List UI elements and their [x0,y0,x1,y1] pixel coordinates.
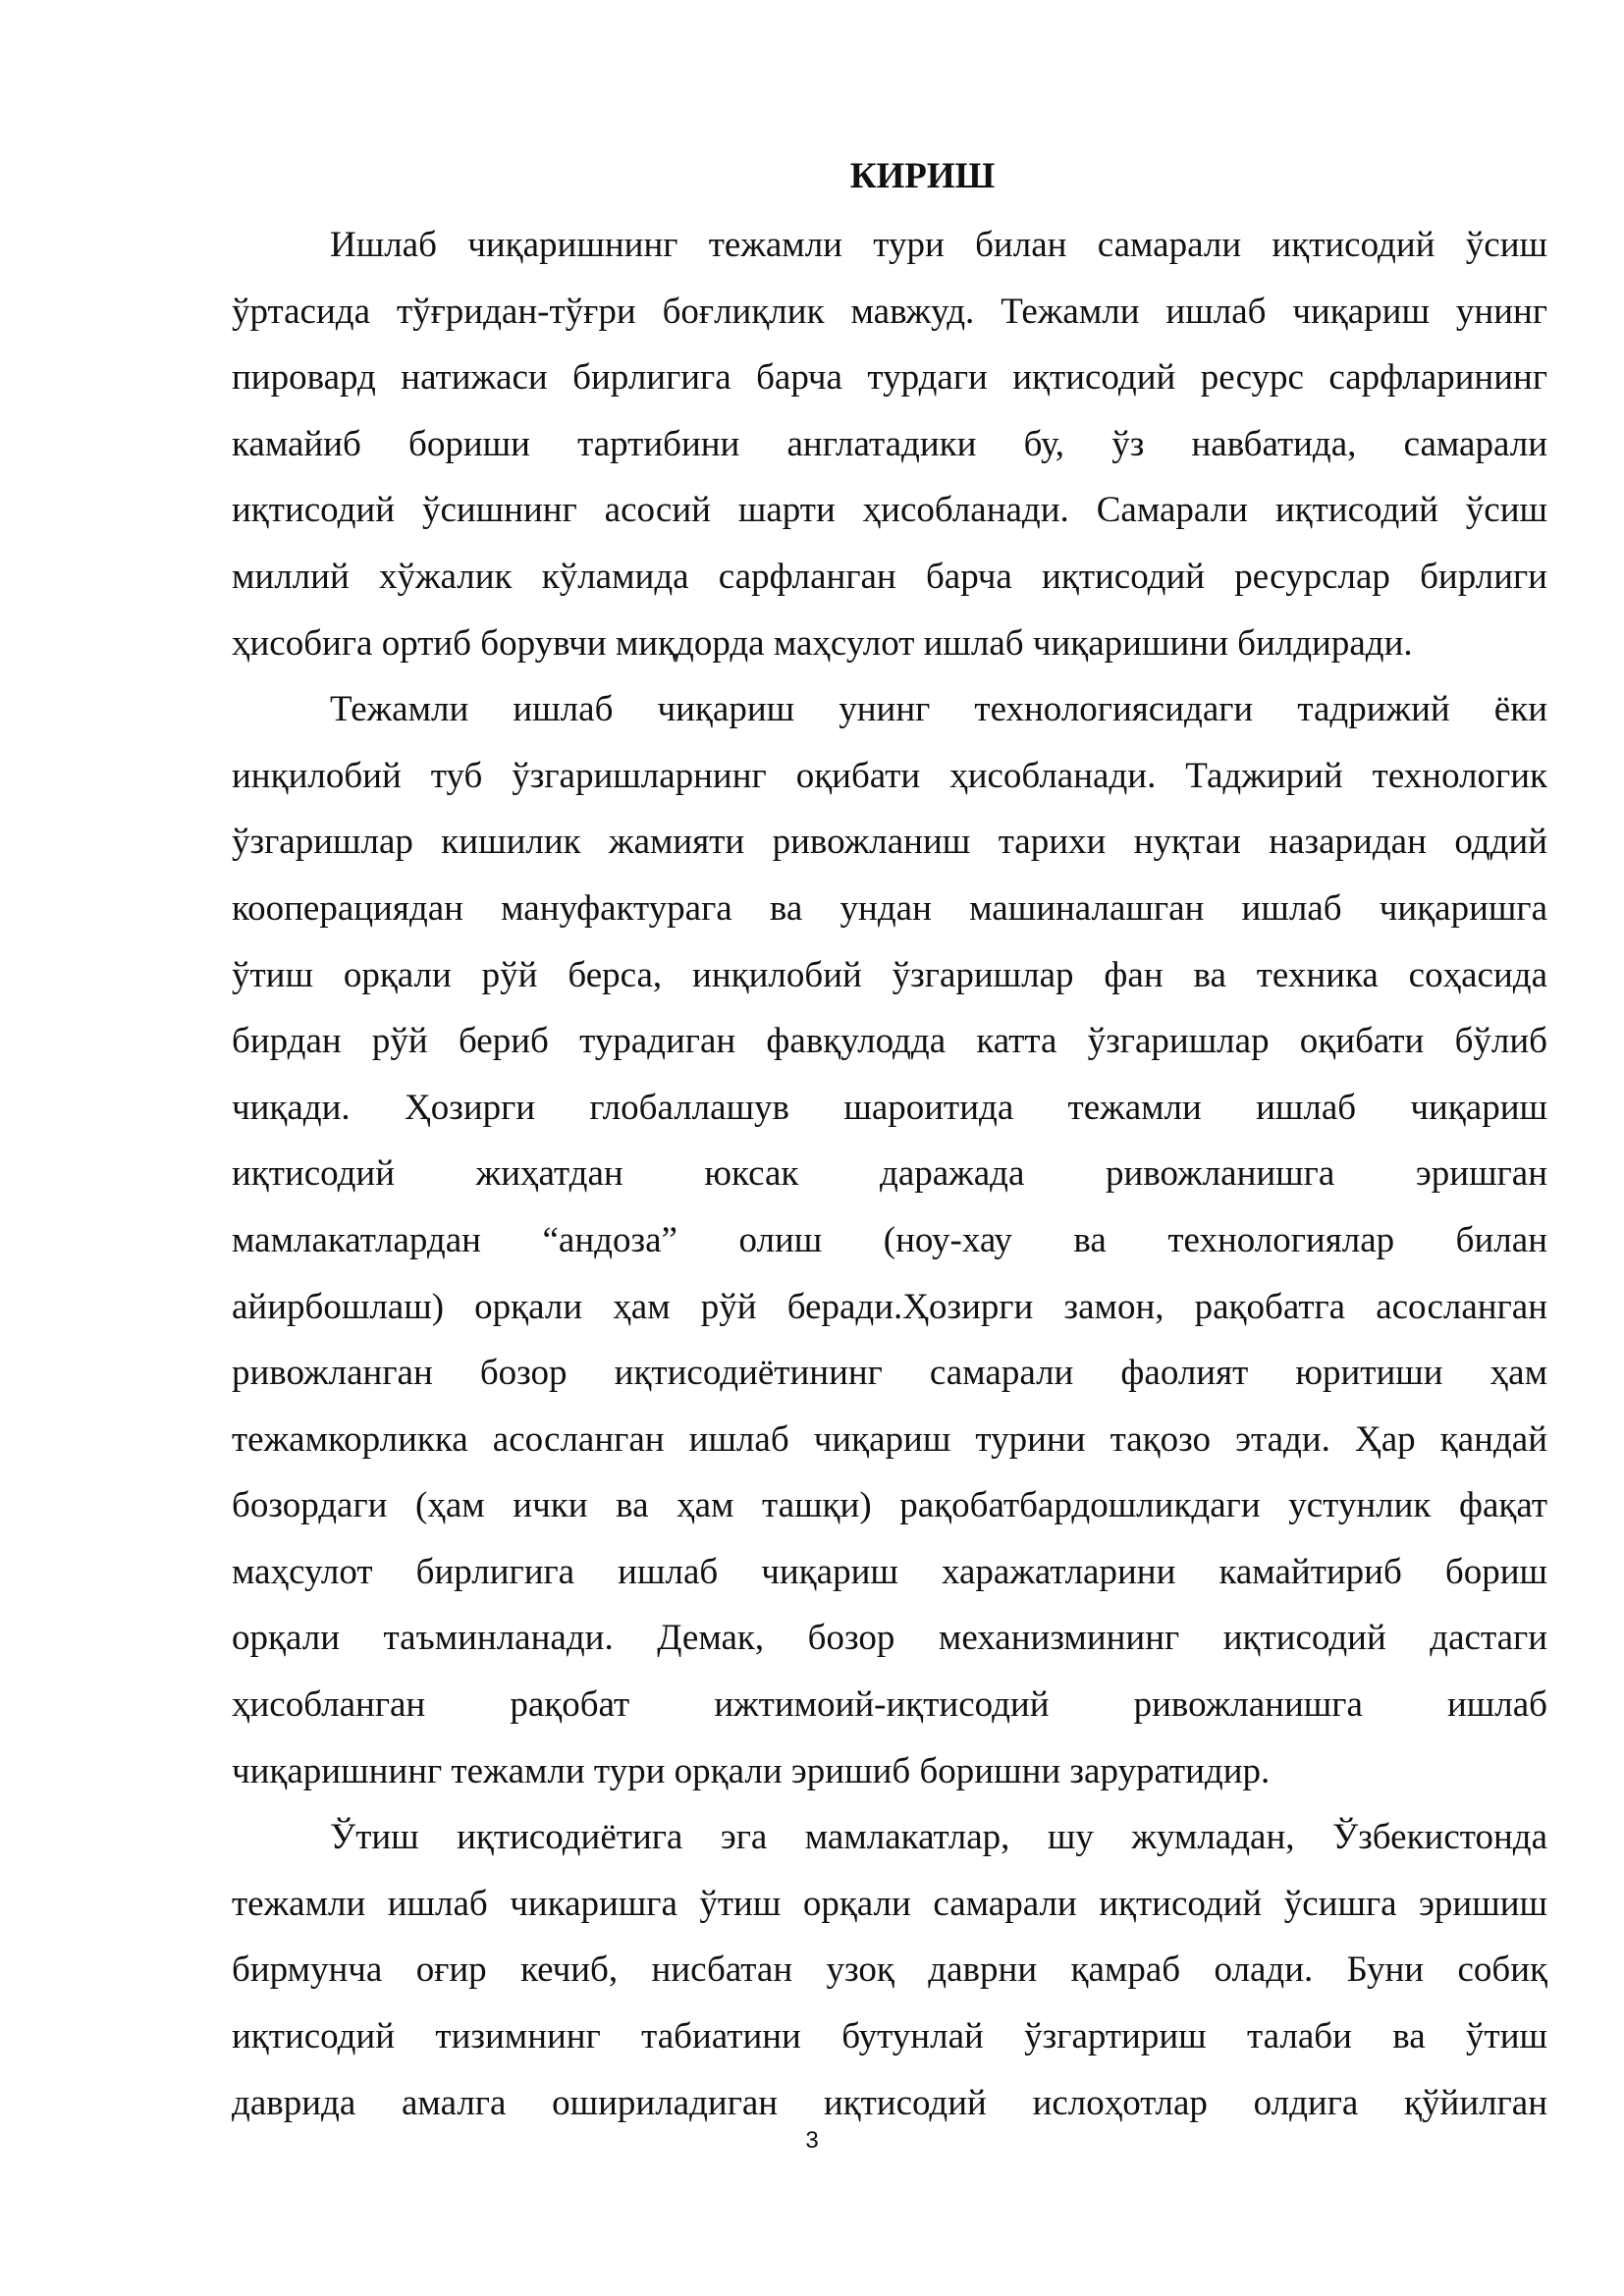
text-line: инқилобий туб ўзгаришларнинг оқибати ҳисобланади. Таджирий технологик [232,755,1547,796]
text-line: пировард натижаси бирлигига барча турдаги иқтисодий ресурс сарфларининг [232,357,1547,399]
text-line: Ишлаб чиқаришнинг тежамли тури билан самарали иқтисодий ўсиш [330,225,1547,265]
paragraph-2 [232,676,1547,1804]
text-line: Тежамли ишлаб чиқариш унинг технологиясидаги тадрижий ёки [330,689,1547,730]
text-line: камайиб бориши тартибини англатадики бу, ўз навбатида, самарали [232,423,1547,464]
page-number: 3 [805,2127,819,2154]
text-line: иқтисодий ўсишнинг асосий шарти ҳисобланади. Самарали иқтисодий ўсиш [232,490,1547,531]
paragraph-1 [232,212,1547,676]
body-text [232,212,1547,2136]
text-line: тежамли ишлаб чикаришга ўтиш орқали самарали иқтисодий ўсишга эришиш [232,1883,1547,1924]
text-line: ўртасида тўғридан-тўғри боғлиқлик мавжуд. Тежамли ишлаб чиқариш унинг [232,291,1547,332]
text-line: бирмунча оғир кечиб, нисбатан узоқ даврни қамраб олади. Буни собиқ [232,1949,1547,1991]
page-title: КИРИШ [849,156,996,196]
text-line: тежамкорликка асосланган ишлаб чиқариш турини тақозо этади. Ҳар қандай [232,1418,1547,1460]
text-line: ҳисобланган рақобат ижтимоий-иқтисодий ривожланишга ишлаб [232,1684,1547,1726]
text-line: миллий хўжалик кўламида сарфланган барча иқтисодий ресурслар бирлиги [232,556,1547,597]
text-line: чиқади. Ҳозирги глобаллашув шароитида тежамли ишлаб чиқариш [232,1087,1547,1128]
text-line: мамлакатлардан “андоза” олиш (ноу-хау ва технологиялар билан [232,1219,1547,1260]
text-line: Ўтиш иқтисодиётига эга мамлакатлар, шу жумладан, Ўзбекистонда [330,1817,1547,1858]
text-line: ривожланган бозор иқтисодиётининг самарали фаолият юритиши ҳам [232,1353,1547,1394]
text-line: иқтисодий тизимнинг табиатини бутунлай ўзгартириш талаби ва ўтиш [232,2016,1547,2057]
text-line: орқали таъминланади. Демак, бозор механизмининг иқтисодий дастаги [232,1618,1547,1659]
text-line: даврида амалга ошириладиган иқтисодий ислоҳотлар олдига қўйилган [232,2082,1547,2123]
paragraph-3 [232,1804,1547,2136]
text-line: бозордаги (ҳам ички ва ҳам ташқи) рақобатбардошликдаги устунлик фақат [232,1485,1547,1526]
text-line: айирбошлаш) орқали ҳам рўй беради.Ҳозирги замон, рақобатга асосланган [232,1286,1547,1327]
text-line: ўзгаришлар кишилик жамияти ривожланиш тарихи нуқтаи назаридан оддий [232,822,1547,863]
text-line: ўтиш орқали рўй берса, инқилобий ўзгаришлар фан ва техника соҳасида [232,954,1547,995]
text-line: чиқаришнинг тежамли тури орқали эришиб боришни заруратидир. [232,1750,1271,1791]
text-line: иқтисодий жиҳатдан юксак даражада ривожланишга эришган [232,1153,1547,1195]
text-line: ҳисобига ортиб борувчи миқдорда маҳсулот ишлаб чиқаришини билдиради. [232,622,1413,664]
text-line: кооперациядан мануфактурага ва ундан машиналашган ишлаб чиқаришга [232,887,1547,929]
text-line: бирдан рўй бериб турадиган фавқулодда катта ўзгаришлар оқибати бўлиб [232,1021,1547,1062]
text-line: маҳсулот бирлигига ишлаб чиқариш харажатларини камайтириб бориш [232,1551,1547,1592]
